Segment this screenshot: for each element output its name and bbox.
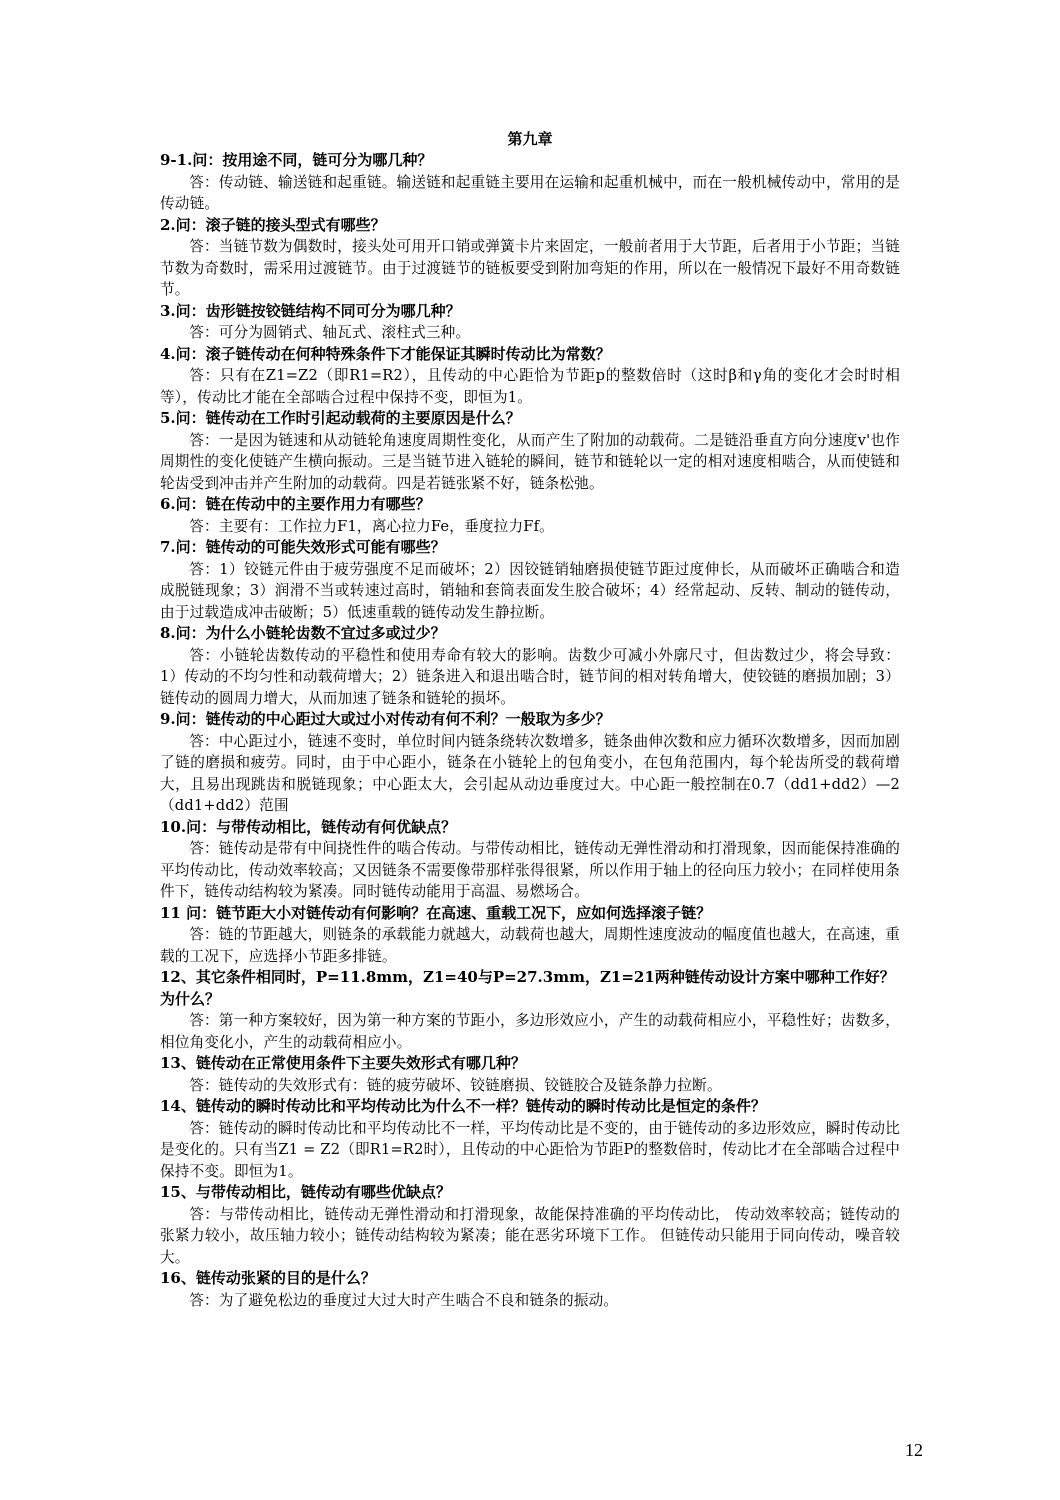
answer: 答：为了避免松边的垂度过大过大时产生啮合不良和链条的振动。	[189, 1291, 619, 1309]
answer: 答：链传动的失效形式有：链的疲劳破坏、铰链磨损、铰链胶合及链条静力拉断。	[189, 1076, 722, 1094]
qa-item-11	[160, 903, 900, 968]
answer: 答：可分为圆销式、轴瓦式、滚柱式三种。	[189, 324, 471, 341]
answer: 答：链的节距越大，则链条的承载能力就越大，动载荷也越大，周期性速度波动的幅度值也越大，在高速，重载的工况下，应选择小节距多排链。	[160, 926, 900, 965]
answer: 答：当链节数为偶数时，接头处可用开口销或弹簧卡片来固定，一般前者用于大节距，后者用于小节距；当链节数为奇数时，需采用过渡链节。由于过渡链节的链板要受到附加弯矩的作用，所以在一般情况下最好不用奇数链节。	[160, 238, 900, 298]
question: 16、链传动张紧的目的是什么？	[160, 1269, 376, 1287]
qa-item-14	[160, 1096, 900, 1182]
answer: 答：链传动是带有中间挠性件的啮合传动。与带传动相比，链传动无弹性滑动和打滑现象，因而能保持准确的平均传动比，传动效率较高；又因链条不需要像带那样张得很紧，所以作用于轴上的径向压力较小；在同样使用条件下，链传动结构较为紧凑。同时链传动能用于高温、易燃场合。	[160, 840, 900, 900]
question: 4.问：滚子链传动在何种特殊条件下才能保证其瞬时传动比为常数？	[160, 344, 611, 363]
question: 9-1.问：按用途不同，链可分为哪几种？	[160, 151, 433, 169]
question: 7.问：链传动的可能失效形式可能有哪些？	[160, 538, 446, 556]
answer: 答：一是因为链速和从动链轮角速度周期性变化，从而产生了附加的动载荷。二是链沿垂直方向分速度v'也作周期性的变化使链产生横向振动。三是当链节进入链轮的瞬间，链节和链轮以一定的相对速度相啮合，从而使链和轮齿受到冲击并产生附加的动载荷。四是若链张紧不好，链条松弛。	[160, 431, 900, 492]
answer: 答：小链轮齿数传动的平稳性和使用寿命有较大的影响。齿数少可减小外廓尺寸，但齿数过少，将会导致：1）传动的不均匀性和动载荷增大；2）链条进入和退出啮合时，链节间的相对转角增大，使铰链的磨损加剧；3）链传动的圆周力增大，从而加速了链条和链轮的损坏。	[160, 646, 900, 707]
document-page	[160, 128, 900, 1311]
chapter-title: 第九章	[507, 130, 553, 148]
qa-item-3	[160, 301, 900, 344]
question: 14、链传动的瞬时传动比和平均传动比为什么不一样？链传动的瞬时传动比是恒定的条件？	[160, 1097, 766, 1115]
page-number: 12	[905, 1440, 923, 1460]
question: 3.问：齿形链按铰链结构不同可分为哪几种？	[160, 301, 461, 320]
qa-item-5	[160, 408, 900, 494]
qa-item-2	[160, 215, 900, 301]
qa-item-8	[160, 623, 900, 709]
question: 11 问：链节距大小对链传动有何影响？在高速、重载工况下，应如何选择滚子链？	[160, 903, 712, 922]
answer: 答：1）铰链元件由于疲劳强度不足而破坏；2）因铰链销轴磨损使链节距过度伸长，从而破坏正确啮合和造成脱链现象；3）润滑不当或转速过高时，销轴和套筒表面发生胶合破坏；4）经常起动、反转、制动的链传动，由于过载造成冲击破断；5）低速重载的链传动发生静拉断。	[160, 560, 900, 621]
answer: 答：与带传动相比，链传动无弹性滑动和打滑现象，故能保持准确的平均传动比， 传动效率较高；链传动的张紧力较小，故压轴力较小；链传动结构较为紧凑；能在恶劣环境下工作。 但链传动只能用于同向传动，噪音较大。	[160, 1205, 900, 1266]
qa-item-12	[160, 967, 900, 1053]
question: 8.问：为什么小链轮齿数不宜过多或过少？	[160, 624, 446, 642]
question: 5.问：链传动在工作时引起动载荷的主要原因是什么？	[160, 409, 521, 427]
question: 6.问：链在传动中的主要作用力有哪些？	[160, 495, 431, 513]
answer: 答：只有在Z1=Z2（即R1=R2），且传动的中心距恰为节距p的整数倍时（这时β和γ角的变化才会时时相等），传动比才能在全部啮合过程中保持不变，即恒为1。	[160, 367, 900, 406]
answer: 答：链传动的瞬时传动比和平均传动比不一样，平均传动比是不变的，由于链传动的多边形效应，瞬时传动比是变化的。只有当Z1 = Z2（即R1=R2时），且传动的中心距恰为节距P的整数倍时，传动比才在全部啮合过程中保持不变。即恒为1。	[160, 1119, 900, 1180]
qa-item-4	[160, 344, 900, 409]
question: 10.问：与带传动相比，链传动有何优缺点？	[160, 817, 457, 836]
answer: 答：第一种方案较好，因为第一种方案的节距小，多边形效应小，产生的动载荷相应小，平稳性好；齿数多，相位角变化小，产生的动载荷相应小。	[160, 1012, 900, 1051]
question: 9.问：链传动的中心距过大或过小对传动有何不利？一般取为多少？	[160, 710, 611, 728]
qa-item-15	[160, 1182, 900, 1268]
qa-item-9	[160, 709, 900, 817]
qa-item-1	[160, 150, 900, 215]
qa-item-13	[160, 1053, 900, 1096]
answer: 答：主要有：工作拉力F1，离心拉力Fe，垂度拉力Ff。	[189, 517, 554, 535]
answer: 答：传动链、输送链和起重链。输送链和起重链主要用在运输和起重机械中，而在一般机械传动中，常用的是传动链。	[160, 173, 900, 212]
question: 13、链传动在正常使用条件下主要失效形式有哪几种？	[160, 1054, 526, 1072]
question: 12、其它条件相同时，P=11.8mm，Z1=40与P=27.3mm，Z1=21两种链传动设计方案中哪种工作好？为什么？	[160, 968, 895, 1008]
question: 2.问：滚子链的接头型式有哪些？	[160, 215, 386, 234]
qa-item-10	[160, 817, 900, 903]
qa-item-7	[160, 537, 900, 623]
answer: 答：中心距过小，链速不变时，单位时间内链条绕转次数增多，链条曲伸次数和应力循环次数增多，因而加剧了链的磨损和疲劳。同时，由于中心距小，链条在小链轮上的包角变小，在包角范围内，每个轮齿所受的载荷增大，且易出现跳齿和脱链现象；中心距太大，会引起从动边垂度过大。中心距一般控制在0.7（dd1+dd2）—2（dd1+dd2）范围	[160, 732, 900, 814]
question: 15、与带传动相比，链传动有哪些优缺点？	[160, 1183, 451, 1201]
qa-item-6	[160, 494, 900, 537]
qa-item-16	[160, 1268, 900, 1311]
